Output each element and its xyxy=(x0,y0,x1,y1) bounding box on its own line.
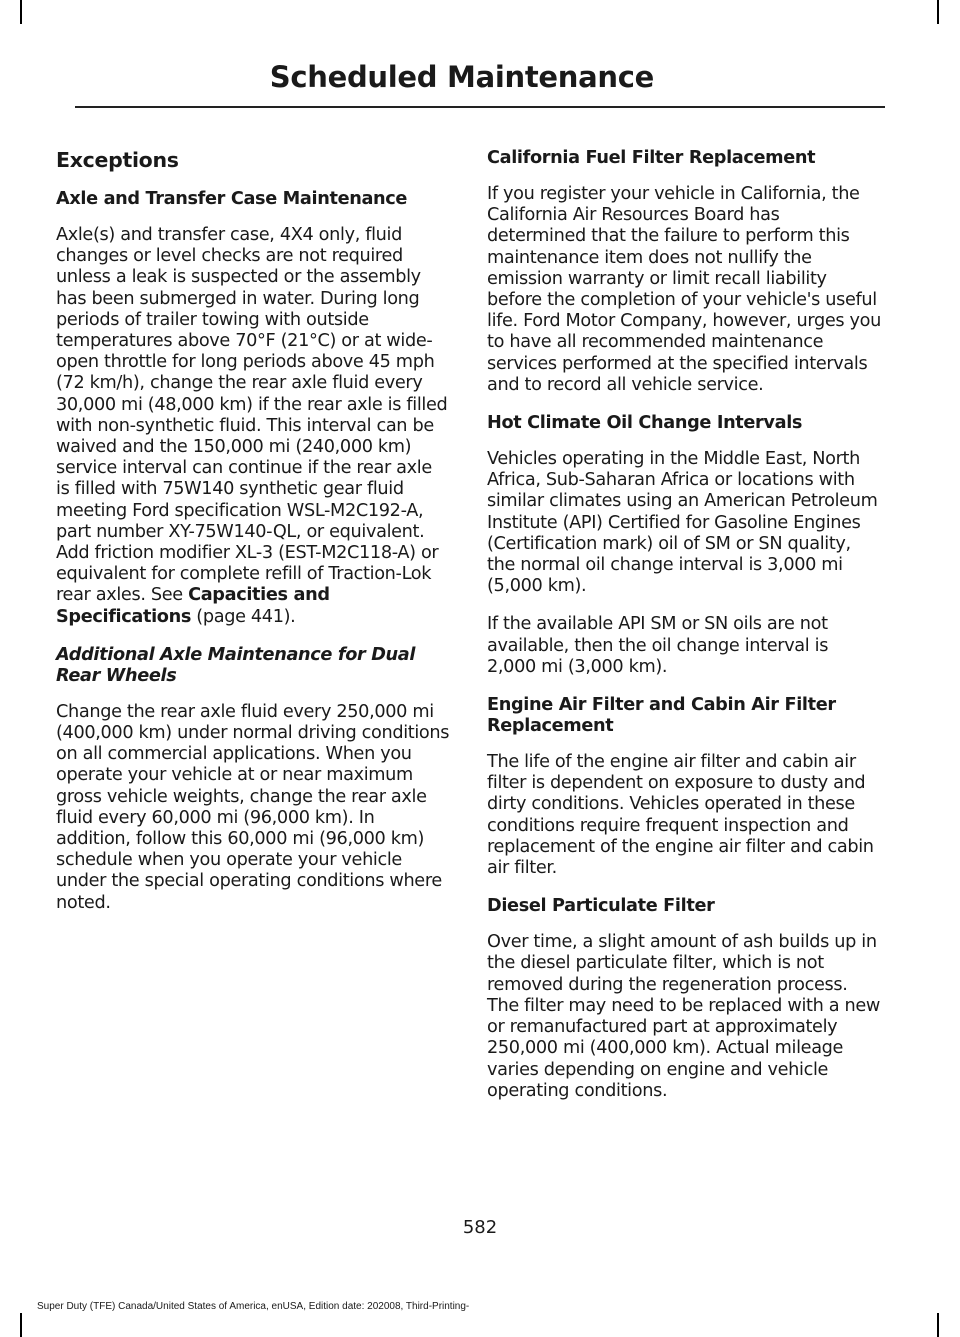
header-divider xyxy=(75,106,885,108)
axle-heading: Axle and Transfer Case Maintenance xyxy=(56,189,408,209)
california-paragraph: If you register your vehicle in California, the California Air Resources Board has determined that the failure to perform this maintenance item does not nullify the emission warranty or limit recall liability before the completion of your vehicle's useful life. Ford Motor Company, however, urges you to have all recommended maintenance services performed at the specified intervals and to record all vehicle service. xyxy=(487,184,881,395)
axle-paragraph xyxy=(56,225,450,628)
dpf-heading: Diesel Particulate Filter xyxy=(487,896,715,917)
california-heading: California Fuel Filter Replacement xyxy=(487,148,816,168)
hot-climate-paragraph: Vehicles operating in the Middle East, North Africa, Sub-Saharan Africa or locations with similar climates using an American Petroleum Institute (API) Certified for Gasoline Engines (Certification mark) oil of SM or SN quality, the normal oil change interval is 3,000 mi (5,000 km). xyxy=(487,449,878,597)
page-reference: (page 441). xyxy=(191,606,296,627)
dpf-paragraph: Over time, a slight amount of ash builds up in the diesel particulate filter, which is not removed during the regeneration process. The filter may need to be replaced with a new or remanufactured part at approximately 250,000 mi (400,000 km). Actual mileage varies depending on engine and vehicle operating conditions. xyxy=(487,932,880,1101)
crop-mark xyxy=(937,0,939,24)
footer-edition: Super Duty (TFE) Canada/United States of America, enUSA, Edition date: 202008, Third-Printing- xyxy=(37,1301,470,1312)
crop-mark xyxy=(20,1313,22,1337)
crop-mark xyxy=(937,1313,939,1337)
crop-mark xyxy=(20,0,22,24)
page-number: 582 xyxy=(462,1217,498,1238)
capacities-link[interactable]: Capacities and Specifications xyxy=(56,585,330,627)
air-filter-paragraph: The life of the engine air filter and cabin air filter is dependent on exposure to dusty and dirty conditions. Vehicles operated in these conditions require frequent inspection and replacement of the engine air filter and cabin air filter. xyxy=(487,752,874,879)
dual-rear-paragraph: Change the rear axle fluid every 250,000 mi (400,000 km) under normal driving conditions on all commercial applications. When you operate your vehicle at or near maximum gross vehicle weights, change the rear axle fluid every 60,000 mi (96,000 km). In addition, follow this 60,000 mi (96,000 km) schedule when you operate your vehicle under the special operating conditions where noted. xyxy=(56,701,450,913)
right-column xyxy=(487,148,881,1119)
left-column xyxy=(56,148,450,931)
exceptions-heading: Exceptions xyxy=(56,148,179,172)
hot-climate-heading: Hot Climate Oil Change Intervals xyxy=(487,413,803,434)
api-paragraph: If the available API SM or SN oils are not available, then the oil change interval is 2,000 mi (3,000 km). xyxy=(487,614,829,677)
axle-text: Axle(s) and transfer case, 4X4 only, fluid changes or level checks are not required unless a leak is suspected or the assembly has been submerged in water. During long periods of trailer towing with outside temperatures above 70°F (21°C) or at wide-open throttle for long periods above 45 mph (72 km/h), change the rear axle fluid every 30,000 mi (48,000 km) if the rear axle is filled with non-synthetic fluid. This interval can be waived and the 150,000 mi (240,000 km) service interval can continue if the rear axle is filled with 75W140 synthetic gear fluid meeting Ford specification WSL-M2C192-A, part number XY-75W140-QL, or equivalent. Add friction modifier XL-3 (EST-M2C118-A) or equivalent for complete refill of Traction-Lok rear axles. See xyxy=(56,225,448,606)
page-title: Scheduled Maintenance xyxy=(269,60,654,94)
air-filter-heading: Engine Air Filter and Cabin Air Filter Replacement xyxy=(487,695,836,737)
dual-rear-heading: Additional Axle Maintenance for Dual Rear Wheels xyxy=(56,644,416,686)
